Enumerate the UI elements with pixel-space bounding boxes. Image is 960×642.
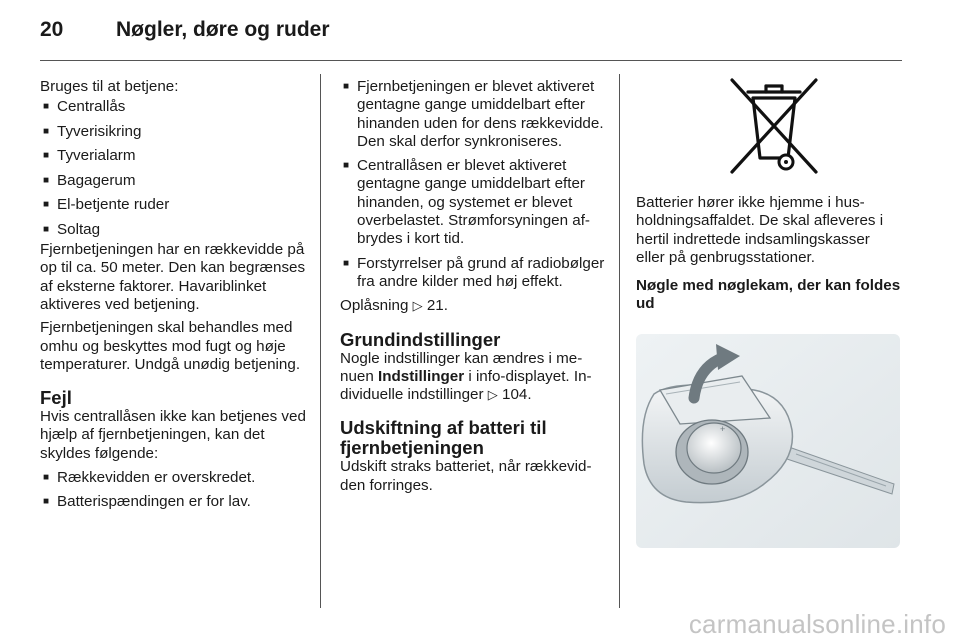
list-item: ■ Fjernbetjeningen er blevet aktiveret gentagne gange umiddelbart efter hinanden uden for dens rækkevidde. Den skal derfor synkroniseres. bbox=[340, 78, 608, 151]
folding-key-illustration bbox=[636, 334, 900, 548]
page-header bbox=[40, 18, 330, 48]
watermark: carmanualsonline.info bbox=[688, 609, 946, 639]
unlock-reference: Oplåsning ▷ 21. bbox=[340, 297, 448, 315]
page-ref-arrow-icon: ▷ bbox=[412, 298, 423, 314]
battery-paragraph: Udskift straks batteriet, når rækkevidden forringes. bbox=[340, 458, 592, 494]
list-item: ■ Soltag bbox=[40, 221, 308, 239]
chapter-title: Nøgler, døre og ruder bbox=[116, 18, 330, 41]
fault-heading: Fejl bbox=[40, 387, 72, 409]
header-rule bbox=[40, 60, 902, 61]
folding-key-image bbox=[636, 334, 900, 548]
column-1 bbox=[40, 78, 308, 518]
column-divider-2 bbox=[619, 74, 620, 608]
column-2 bbox=[340, 78, 608, 500]
list-item: ■ Batterispændingen er for lav. bbox=[40, 493, 308, 511]
fault-causes-list bbox=[40, 469, 308, 512]
list-item: ■ Bagagerum bbox=[40, 172, 308, 190]
fault-intro: Hvis centrallåsen ikke kan betjenes ved hjælp af fjernbetjeningen, kan det skyldes følgende: bbox=[40, 408, 306, 462]
basic-settings-heading: Grundindstillinger bbox=[340, 328, 501, 350]
basic-settings-paragraph: Nogle indstillinger kan ændres i menuen Indstillinger i info-displayet. Individuelle indstillinger ▷ 104. bbox=[340, 349, 592, 404]
column-3 bbox=[636, 74, 902, 548]
weee-symbol bbox=[726, 74, 822, 178]
list-item: ■ Centrallåsen er blevet aktiveret gentagne gange umiddelbart efter hinanden, og systemet er blevet overbelastet. Strømforsyningen afbrydes i kort tid. bbox=[340, 157, 608, 248]
list-item: ■ Tyverisikring bbox=[40, 123, 308, 141]
column-divider-1 bbox=[320, 74, 321, 608]
range-paragraph: Fjernbetjeningen har en rækkevidde på op til ca. 50 meter. Den kan begrænses af eksterne faktorer. Havariblinket aktiveres ved betjening. bbox=[40, 241, 306, 313]
svg-text:+: + bbox=[720, 423, 726, 434]
battery-heading: Udskiftning af batteri til fjernbetjeningen bbox=[340, 417, 547, 459]
fault-causes-list-continued bbox=[340, 78, 608, 291]
page-ref-arrow-icon: ▷ bbox=[487, 387, 498, 403]
care-paragraph: Fjernbetjeningen skal behandles med omhu og beskyttes mod fugt og høje temperaturer. Undgå unødig betjening. bbox=[40, 319, 301, 373]
disposal-paragraph: Batterier hører ikke hjemme i husholdningsaffaldet. De skal afleveres i hertil indrettede indsamlingskasser eller på genbrugsstationer. bbox=[636, 194, 884, 266]
list-item: ■ El-betjente ruder bbox=[40, 196, 308, 214]
list-item: ■ Tyverialarm bbox=[40, 147, 308, 165]
functions-intro: Bruges til at betjene: bbox=[40, 78, 179, 95]
list-item: ■ Forstyrrelser på grund af radiobølger fra andre kilder med høj effekt. bbox=[340, 255, 608, 292]
folding-key-heading: Nøgle med nøglekam, der kan foldes ud bbox=[636, 277, 901, 313]
crossed-bin-icon bbox=[646, 74, 902, 178]
list-item: ■ Centrallås bbox=[40, 98, 308, 116]
page-number: 20 bbox=[40, 18, 64, 41]
menu-name: Indstillinger bbox=[378, 367, 465, 385]
functions-list bbox=[40, 98, 308, 239]
list-item: ■ Rækkevidden er overskredet. bbox=[40, 469, 308, 487]
